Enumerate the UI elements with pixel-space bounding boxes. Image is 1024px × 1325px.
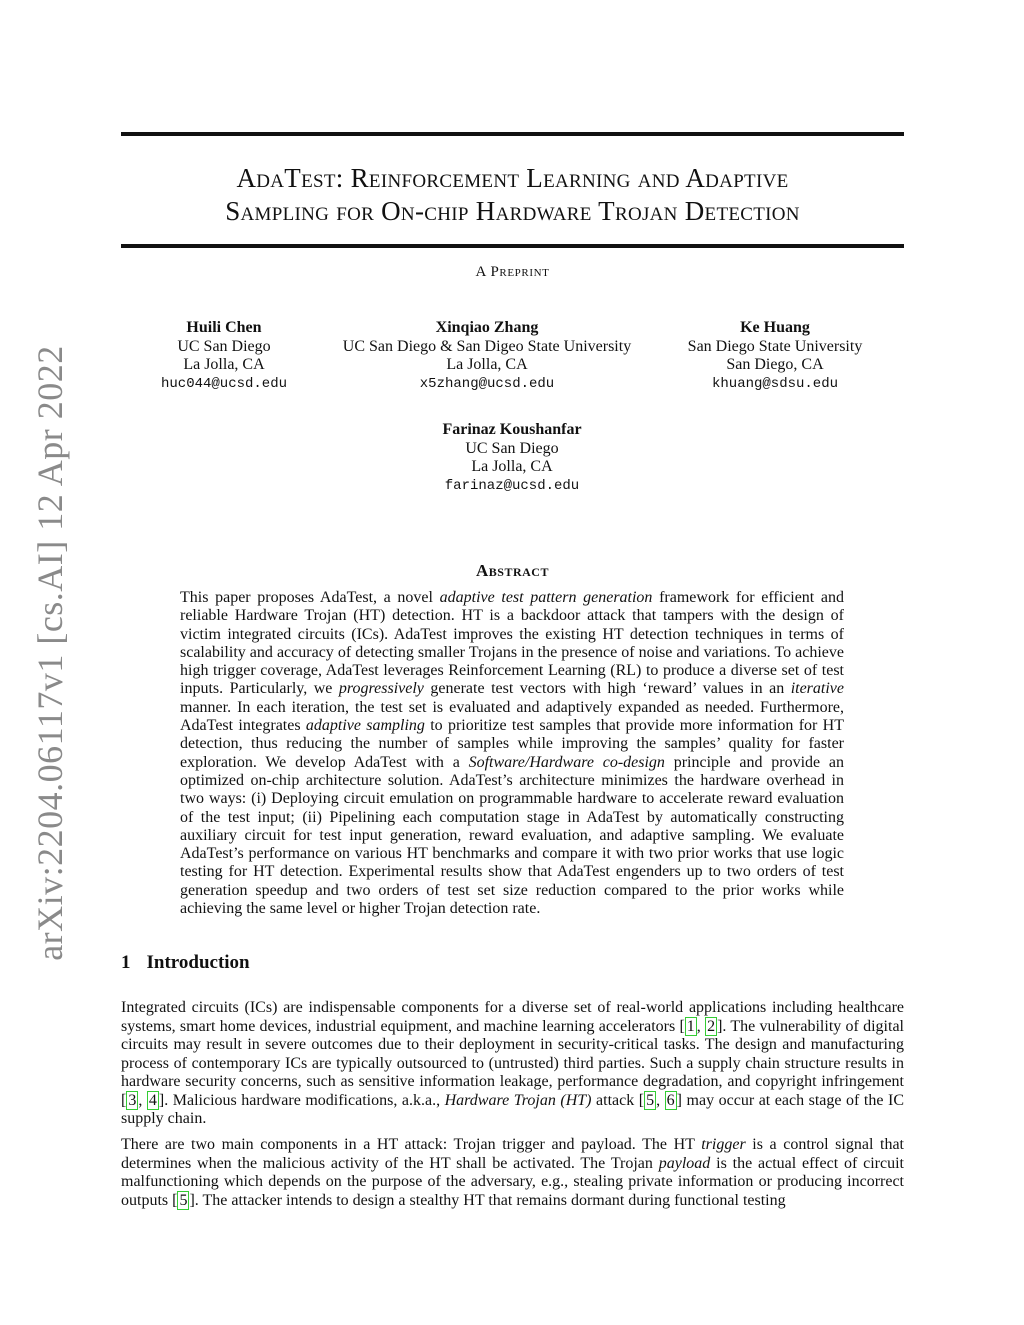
author-name: Huili Chen xyxy=(186,319,262,336)
arxiv-stamp xyxy=(28,344,72,961)
citation-link[interactable]: 5 xyxy=(179,1191,188,1209)
citation-link[interactable]: 6 xyxy=(666,1091,675,1109)
paragraph-text: Integrated circuits (ICs) are indispensable components for a diverse set of real-world applications including healthcare systems, smart home devices, industrial equipment, and machine learning accelerators [ xyxy=(121,999,904,1035)
paragraph-text: ]. The vulnerability of digital circuits may result in severe outcomes due to their deployment in security-critical tasks. The design and manufacturing process of contemporary ICs are typically outsourced to (untrusted) third parties. Such a supply chain structure results in hardware security concerns, such as sensitive information leakage, performance degradation, and copyright infringement [ xyxy=(121,1017,904,1109)
abstract-heading: Abstract xyxy=(476,561,549,580)
abstract-text: generate test vectors with high ‘reward’ values in an xyxy=(423,680,791,698)
paragraph-text: ] may occur at each stage of the IC supply chain. xyxy=(121,1091,904,1127)
abstract-emphasis: adaptive test pattern generation xyxy=(439,589,653,606)
author-2 xyxy=(322,319,652,393)
author-location: San Diego, CA xyxy=(726,356,824,373)
title-line-1: AdaTest: Reinforcement Learning and Adaptive xyxy=(236,163,789,193)
arxiv-id: arXiv:2204.06117v1 [cs.AI] 12 Apr 2022 xyxy=(30,344,70,961)
author-affiliation: UC San Diego & San Digeo State University xyxy=(342,337,632,355)
author-name: Ke Huang xyxy=(740,319,810,336)
paragraph-text: , xyxy=(696,1017,706,1035)
author-email: x5zhang@ucsd.edu xyxy=(419,375,555,392)
abstract-emphasis: Software/Hardware co-design xyxy=(468,753,665,771)
preprint-label: A Preprint xyxy=(475,264,550,280)
abstract-text: framework for efficient and reliable Hardware Trojan (HT) detection. HT is a backdoor attack that tampers with the design of victim integrated circuits (ICs). AdaTest improves the existing HT detection techniques in terms of scalability and accuracy of detecting smaller Trojans in the presence of noise and variations. To achieve high trigger coverage, AdaTest leverages Reinforcement Learning (RL) to produce a diverse set of test inputs. Particularly, we xyxy=(180,589,844,698)
intro-paragraph-1 xyxy=(121,999,904,1129)
paragraph-text: is the actual effect of circuit malfunctioning which depends on the purpose of the adversary, e.g., stealing private information or producing incorrect outputs [ xyxy=(121,1154,905,1209)
abstract-text: This paper proposes AdaTest, a novel xyxy=(180,589,440,606)
author-email: khuang@sdsu.edu xyxy=(711,375,839,392)
title-line-2: Sampling for On-chip Hardware Trojan Detection xyxy=(225,196,800,226)
author-name: Xinqiao Zhang xyxy=(435,319,539,336)
author-location: La Jolla, CA xyxy=(183,356,265,373)
paragraph-emphasis: Hardware Trojan (HT) xyxy=(444,1091,592,1109)
author-affiliation: UC San Diego xyxy=(177,337,271,355)
author-4 xyxy=(412,421,612,495)
citation-link[interactable]: 5 xyxy=(646,1091,655,1109)
author-email: huc044@ucsd.edu xyxy=(160,375,288,392)
author-name: Farinaz Koushanfar xyxy=(442,421,582,438)
citation-link[interactable]: 1 xyxy=(686,1017,695,1035)
paragraph-emphasis: payload xyxy=(658,1154,711,1172)
author-affiliation: UC San Diego xyxy=(465,439,559,457)
citation-link[interactable]: 2 xyxy=(707,1017,716,1035)
author-3 xyxy=(670,319,880,393)
paragraph-text: is a control signal that determines when the malicious activity of the HT shall be activated. The Trojan xyxy=(121,1136,904,1172)
paragraph-text: ]. The attacker intends to design a stealthy HT that remains dormant during functional testing xyxy=(189,1191,786,1209)
intro-paragraph-2 xyxy=(121,1136,904,1210)
author-1 xyxy=(124,319,324,393)
paragraph-text: , xyxy=(656,1091,665,1109)
paragraph-text: There are two main components in a HT attack: Trojan trigger and payload. The HT xyxy=(121,1136,702,1153)
author-affiliation: San Diego State University xyxy=(687,337,863,355)
abstract-text: to prioritize test samples that provide more information for HT detection, thus reducing the number of samples while improving the samples’ quality for faster exploration. We develop AdaTest with a xyxy=(180,717,844,771)
author-location: La Jolla, CA xyxy=(471,458,553,475)
section-title: Introduction xyxy=(146,952,250,973)
section-heading xyxy=(121,952,250,974)
citation-link[interactable]: 4 xyxy=(148,1091,157,1109)
citation-link[interactable]: 3 xyxy=(128,1091,137,1109)
paragraph-emphasis: trigger xyxy=(701,1136,746,1153)
title-bottom-rule xyxy=(121,244,904,248)
abstract-emphasis: adaptive sampling xyxy=(305,717,425,735)
paragraph-text: ]. Malicious hardware modifications, a.k.a., xyxy=(158,1091,445,1109)
section-number: 1 xyxy=(121,952,131,973)
author-location: La Jolla, CA xyxy=(446,356,528,373)
abstract-body xyxy=(180,589,844,918)
paragraph-text: , xyxy=(138,1091,147,1109)
abstract-emphasis: progressively xyxy=(338,680,424,698)
title-top-rule xyxy=(121,132,904,136)
abstract-text: principle and provide an optimized on-chip architecture solution. AdaTest’s architecture minimizes the hardware overhead in two ways: (i) Deploying circuit emulation on programmable hardware to accelerate reward evaluation of the test input; (ii) Pipelining each computation stage in AdaTest by automatically constructing auxiliary circuit for test input generation, reward evaluation, and adaptive sampling. We evaluate AdaTest’s performance on various HT benchmarks and compare it with two prior works that use logic testing for HT detection. Experimental results show that AdaTest engenders up to two orders of test generation speedup and two orders of test set size reduction compared to the prior works while achieving the same level or higher Trojan detection rate. xyxy=(180,753,844,918)
author-email: farinaz@ucsd.edu xyxy=(444,477,580,494)
abstract-emphasis: iterative xyxy=(790,680,844,698)
abstract-text: manner. In each iteration, the test set is evaluated and adaptively expanded as needed. Furthermore, AdaTest integrates xyxy=(180,698,844,735)
paper-title xyxy=(121,162,904,228)
paragraph-text: attack [ xyxy=(591,1091,645,1109)
